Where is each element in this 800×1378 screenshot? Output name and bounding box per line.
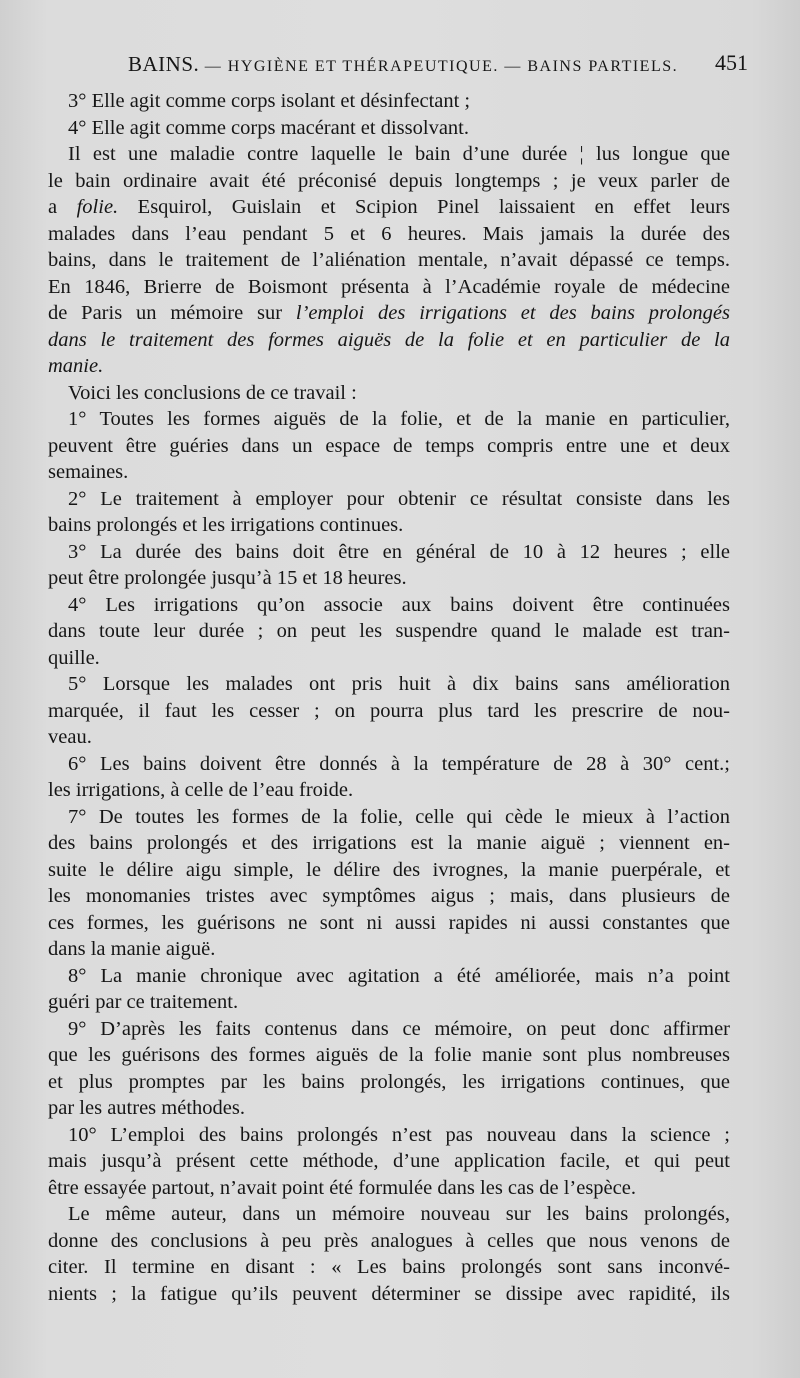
text-line: bains, dans le traitement de l’aliénation mentale, n’avait dépassé ce temps.: [48, 249, 730, 271]
text-line: des bains prolongés et des irrigations est la manie aiguë ; viennent en-: [48, 832, 730, 854]
text-line: guéri par ce traitement.: [48, 991, 239, 1013]
running-head-main: BAINS.: [128, 52, 200, 76]
text-line: semaines.: [48, 461, 129, 483]
text-line: dans toute leur durée ; on peut les suspendre quand le malade est tran-: [48, 620, 730, 642]
text-line: 3° Elle agit comme corps isolant et désinfectant ;: [68, 90, 471, 112]
text-line: que les guérisons des formes aiguës de la folie manie sont plus nombreuses: [48, 1044, 730, 1066]
text-line: dans la manie aiguë.: [48, 938, 216, 960]
text-line: ces formes, les guérisons ne sont ni aussi rapides ni aussi constantes que: [48, 911, 730, 934]
text-line: le bain ordinaire avait été préconisé depuis longtemps ; je veux parler de: [48, 169, 730, 192]
text-line: peuvent être guéries dans un espace de temps compris entre une et deux: [48, 434, 730, 457]
text-line: 4° Les irrigations qu’on associe aux bains doivent être continuées: [68, 593, 730, 616]
text-line: les monomanies tristes avec symptômes aigus ; mais, dans plusieurs de: [48, 885, 730, 907]
text-line: et plus promptes par les bains prolongés, les irrigations continues, que: [48, 1070, 730, 1093]
text-line: 8° La manie chronique avec agitation a été améliorée, mais n’a point: [68, 964, 730, 987]
text-line: 2° Le traitement à employer pour obtenir ce résultat consiste dans les: [68, 487, 730, 510]
text-line: suite le délire aigu simple, le délire des ivrognes, la manie puerpérale, et: [48, 858, 730, 881]
text-line: mais jusqu’à présent cette méthode, d’une application facile, et qui peut: [48, 1150, 730, 1172]
page-number: 451: [715, 50, 748, 75]
body-text: [48, 88, 730, 1307]
italic-word: folie.: [76, 196, 119, 218]
text-line: donne des conclusions à peu près analogues à celles que nous venons de: [48, 1229, 730, 1252]
text-line: Voici les conclusions de ce travail :: [68, 381, 357, 404]
book-title-italic: l’emploi des irrigations et des bains prolongés: [295, 302, 730, 324]
text-line: 5° Lorsque les malades ont pris huit à dix bains sans amélioration: [68, 673, 730, 695]
text-line: 7° De toutes les formes de la folie, celle qui cède le mieux à l’action: [68, 805, 730, 828]
text-line: En 1846, Brierre de Boismont présenta à l’Académie royale de médecine: [48, 275, 730, 298]
running-head: [128, 52, 678, 77]
text-line: quille.: [48, 646, 100, 669]
text-line: les irrigations, à celle de l’eau froide.: [48, 779, 354, 801]
text-line: marquée, il faut les cesser ; on pourra plus tard les prescrire de nou-: [48, 699, 730, 722]
text-line: veau.: [48, 726, 92, 748]
text-line: dans le traitement des formes aiguës de la folie et en particulier de la: [48, 328, 730, 351]
text-line: nients ; la fatigue qu’ils peuvent déterminer se dissipe avec rapidité, ils: [48, 1282, 730, 1305]
text-line: malades dans l’eau pendant 5 et 6 heures. Mais jamais la durée des: [48, 222, 730, 245]
text-line: 4° Elle agit comme corps macérant et dissolvant.: [68, 116, 469, 139]
text-line: 6° Les bains doivent être donnés à la température de 28 à 30° cent.;: [68, 752, 730, 775]
text-line: 10° L’emploi des bains prolongés n’est pas nouveau dans la science ;: [68, 1123, 730, 1146]
text-line: peut être prolongée jusqu’à 15 et 18 heures.: [48, 567, 407, 589]
text-line: Le même auteur, dans un mémoire nouveau sur les bains prolongés,: [68, 1203, 730, 1225]
text-line: 3° La durée des bains doit être en général de 10 à 12 heures ; elle: [68, 540, 730, 563]
text-line: 1° Toutes les formes aiguës de la folie, et de la manie en particulier,: [68, 408, 730, 430]
text-line: bains prolongés et les irrigations continues.: [48, 514, 404, 536]
text-line: 9° D’après les faits contenus dans ce mémoire, on peut donc affirmer: [68, 1017, 730, 1040]
text-line: manie.: [48, 355, 104, 377]
text-line: être essayée partout, n’avait point été formulée dans les cas de l’espèce.: [48, 1176, 636, 1199]
running-head-rest: — HYGIÈNE ET THÉRAPEUTIQUE. — BAINS PARTIELS.: [199, 58, 679, 75]
text-line: Il est une maladie contre laquelle le bain d’une durée ¦ lus longue que: [68, 143, 730, 165]
text-line: de Paris un mémoire sur l’emploi des irrigations et des bains prolongés: [48, 302, 730, 324]
text-line: citer. Il termine en disant : « Les bains prolongés sont sans inconvé-: [48, 1256, 730, 1278]
text-line: par les autres méthodes.: [48, 1097, 245, 1119]
page-header: [48, 50, 752, 84]
text-line: a folie. Esquirol, Guislain et Scipion Pinel laissaient en effet leurs: [48, 196, 730, 218]
